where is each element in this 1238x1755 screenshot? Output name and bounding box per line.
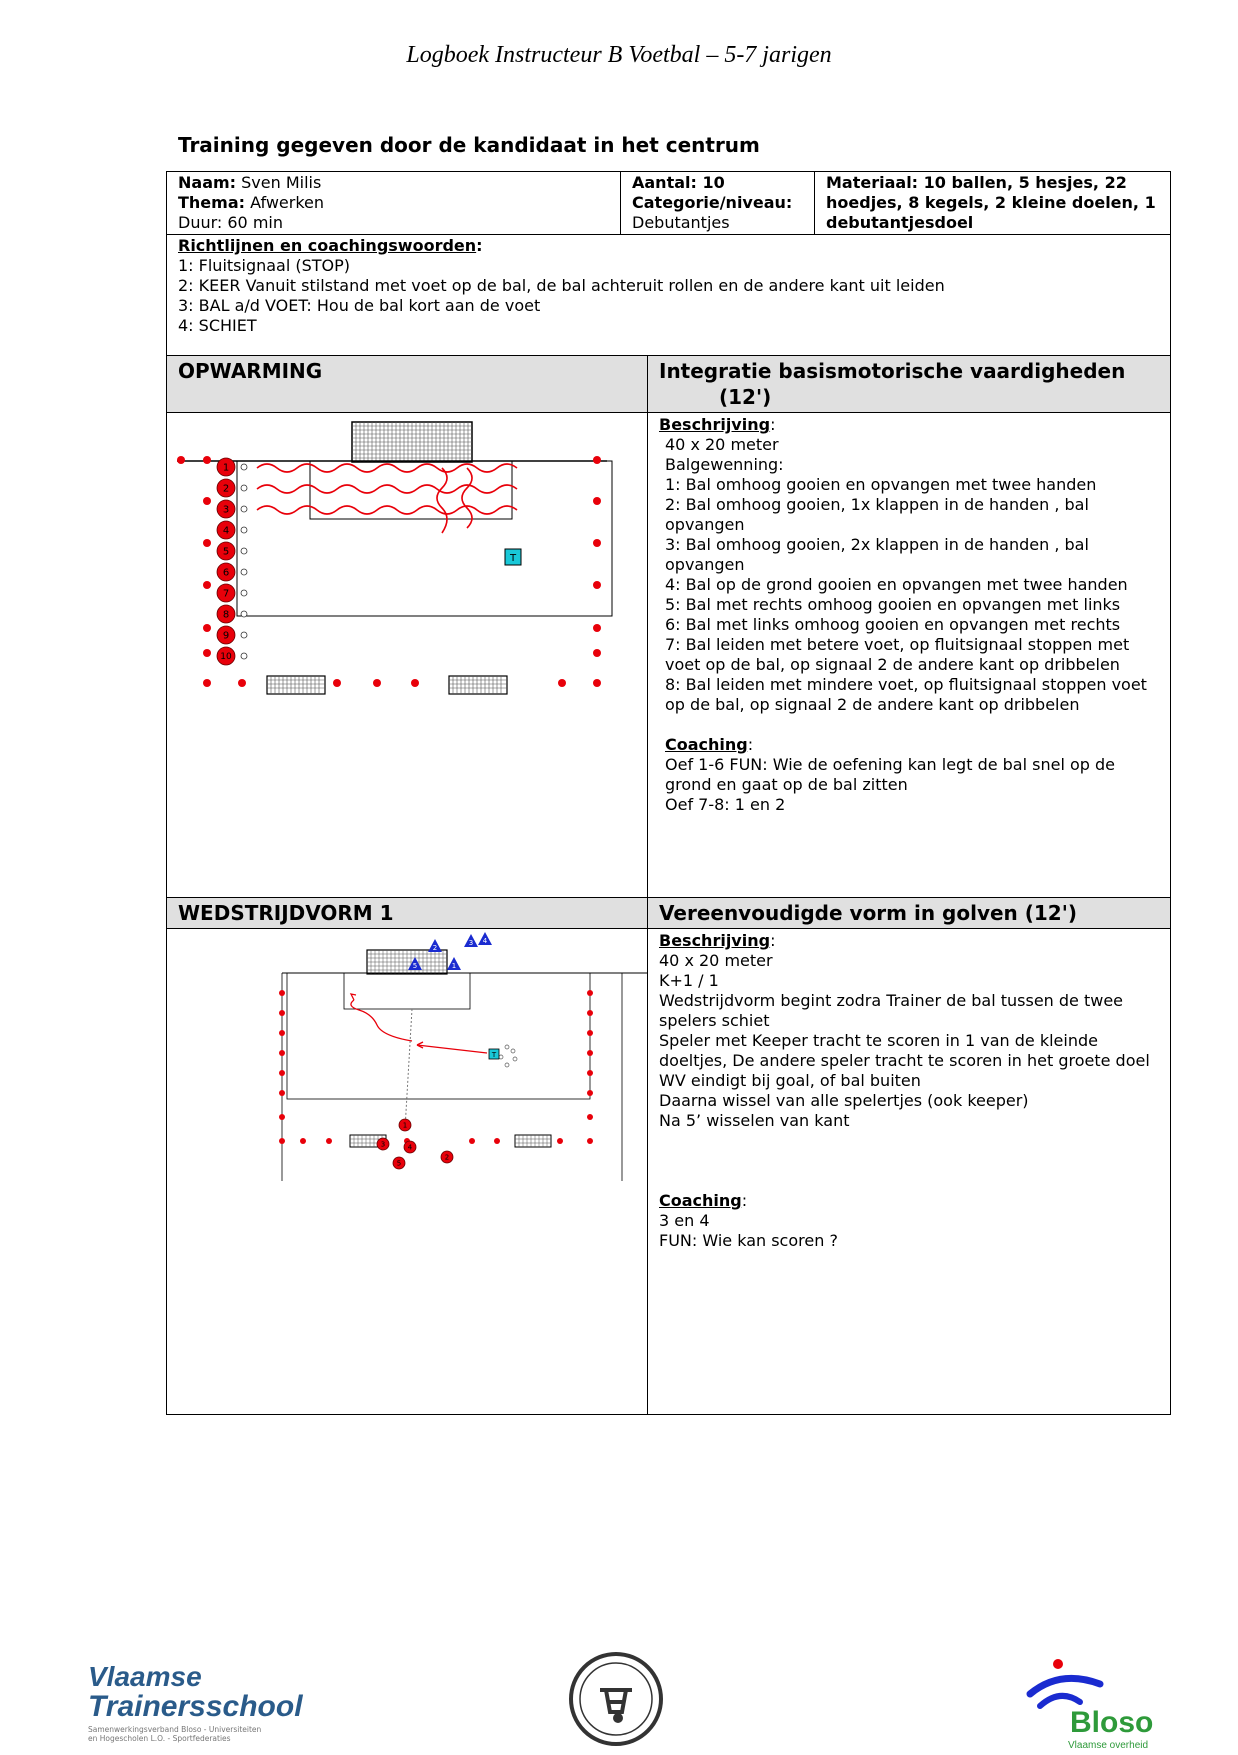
section2-desc-line: 40 x 20 meter xyxy=(659,951,773,970)
svg-text:1: 1 xyxy=(222,462,230,474)
cones xyxy=(177,456,601,687)
trainer-marker xyxy=(505,549,521,565)
section1-right-title: Integratie basismotorische vaardigheden xyxy=(659,359,1126,383)
section2-body-row xyxy=(167,929,1171,1415)
section1-right-title-time: (12') xyxy=(719,385,772,409)
svg-text:T: T xyxy=(509,553,517,564)
svg-text:5: 5 xyxy=(396,1159,402,1168)
section1-desc-line: 5: Bal met rechts omhoog gooien en opvangen met links xyxy=(665,595,1121,614)
cone xyxy=(203,539,211,547)
player-1 xyxy=(217,458,235,476)
cone xyxy=(593,679,601,687)
ball xyxy=(241,611,247,617)
section2-desc-line: K+1 / 1 xyxy=(659,971,719,990)
cone xyxy=(238,679,246,687)
player-3 xyxy=(377,1138,389,1150)
player-10 xyxy=(217,647,235,665)
player-7 xyxy=(217,584,235,602)
ball xyxy=(241,653,247,659)
player-group xyxy=(217,458,247,665)
svg-text:1: 1 xyxy=(451,962,457,970)
section1-left-title: OPWARMING xyxy=(167,356,648,413)
vlaamse-trainersschool-logo: Vlaamse Trainersschool Samenwerkingsverband Bloso - Universiteiten en Hogescholen L.O. - Sportfederaties xyxy=(88,1661,303,1743)
section1-desc-line: 3: Bal omhoog gooien, 2x klappen in de handen , bal opvangen xyxy=(665,535,1089,574)
cone xyxy=(333,679,341,687)
coaching-heading: Coaching xyxy=(665,735,748,754)
page-header: Logboek Instructeur B Voetbal – 5-7 jarigen xyxy=(406,42,832,68)
cone xyxy=(177,456,185,464)
beschrijving-heading: Beschrijving xyxy=(659,931,771,950)
thema-label: Thema: xyxy=(178,193,246,212)
blue-player-1 xyxy=(447,957,461,970)
richtlijn-item: 3: BAL a/d VOET: Hou de bal kort aan de voet xyxy=(178,296,541,315)
small-goal-left xyxy=(267,676,325,694)
dribble-paths xyxy=(257,464,517,533)
small-goal-right xyxy=(449,676,507,694)
cone xyxy=(593,456,601,464)
section1-desc-line: Balgewenning: xyxy=(665,455,784,474)
ball xyxy=(241,527,247,533)
svg-text:4: 4 xyxy=(222,525,230,537)
section2-desc-line: Na 5’ wisselen van kant xyxy=(659,1111,850,1130)
info-cell-mid xyxy=(621,172,815,235)
section1-diagram-cell xyxy=(167,413,648,898)
section2-description: Beschrijving: 40 x 20 meter K+1 / 1 Wedstrijdvorm begint zodra Trainer de bal tussen de twee spelers schiet Speler met Keeper tracht te scoren in 1 van de kleinde doeltjes, De andere speler tracht te scoren in het groete doel WV eindigt bij goal, of bal buiten Daarna wissel van alle spelertjes (ook keeper) Na 5’ wisselen van kant Coaching: 3 en 4 FUN: Wie kan scoren ? xyxy=(648,929,1171,1415)
svg-text:3: 3 xyxy=(380,1140,386,1149)
cone xyxy=(203,679,211,687)
ball xyxy=(241,569,247,575)
player-6 xyxy=(217,563,235,581)
section2-coaching-lines xyxy=(659,1211,1159,1251)
categorie-value: Debutantjes xyxy=(632,213,730,232)
page-title: Training gegeven door de kandidaat in het centrum xyxy=(178,133,760,157)
naam-value: Sven Milis xyxy=(236,173,322,192)
bloso-logo xyxy=(1010,1650,1160,1750)
section2-left-title: WEDSTRIJDVORM 1 xyxy=(167,898,648,929)
section1-desc-line: 8: Bal leiden met mindere voet, op fluitsignaal stoppen voet op de bal, op signaal 2 de andere kant op dribbelen xyxy=(665,675,1147,714)
player-4 xyxy=(404,1141,416,1153)
section1-description: Beschrijving: 40 x 20 meter Balgewenning: 1: Bal omhoog gooien en opvangen met twee handen 2: Bal omhoog gooien, 1x klappen in de handen , bal opvangen 3: Bal omhoog gooien, 2x klappen in de handen , bal opvangen 4: Bal op de grond gooien en opvangen met twee handen 5: Bal met rechts omhoog gooien en opvangen met links 6: Bal met links omhoog gooien en opvangen met rechts 7: Bal leiden met betere voet, op fluitsignaal stoppen met voet op de bal, op signaal 2 de andere kant op dribbelen 8: Bal leiden met mindere voet, op fluitsignaal stoppen voet op de bal, op signaal 2 de andere kant op dribbelen Coaching: Oef 1-6 FUN: Wie de oefening kan legt de bal snel op de grond en gaat op de bal zitten Oef 7-8: 1 en 2 xyxy=(648,413,1171,898)
richtlijnen-cell xyxy=(167,235,1171,356)
section2-desc-line: Wedstrijdvorm begint zodra Trainer de bal tussen de twee spelers schiet xyxy=(659,991,1124,1030)
svg-text:2: 2 xyxy=(432,944,438,952)
section1-coaching-line: Oef 7-8: 1 en 2 xyxy=(665,795,786,814)
section1-right-title-cell xyxy=(648,356,1171,413)
cone xyxy=(203,624,211,632)
cone xyxy=(593,581,601,589)
player-5 xyxy=(217,542,235,560)
svg-text:2: 2 xyxy=(222,483,230,495)
info-cell-left xyxy=(167,172,621,235)
section2-coaching-line: FUN: Wie kan scoren ? xyxy=(659,1231,838,1250)
ball xyxy=(241,506,247,512)
cone xyxy=(373,679,381,687)
ball xyxy=(241,632,247,638)
aantal-value: Aantal: 10 xyxy=(632,173,725,192)
player-2 xyxy=(217,479,235,497)
section1-table xyxy=(166,355,1171,1415)
naam-label: Naam: xyxy=(178,173,237,192)
ball xyxy=(241,464,247,470)
richtlijn-item: 4: SCHIET xyxy=(178,316,257,335)
ball xyxy=(241,548,247,554)
svg-text:8: 8 xyxy=(222,609,230,621)
red-player-group xyxy=(377,1119,453,1169)
player-5 xyxy=(393,1157,405,1169)
blue-player-group xyxy=(408,932,492,970)
cone xyxy=(593,624,601,632)
ball xyxy=(241,590,247,596)
section1-desc-line: 4: Bal op de grond gooien en opvangen met twee handen xyxy=(665,575,1128,594)
svg-text:4: 4 xyxy=(482,937,488,945)
blue-player-3 xyxy=(464,934,478,947)
player-8 xyxy=(217,605,235,623)
cone xyxy=(203,456,211,464)
blue-player-4 xyxy=(478,932,492,945)
svg-text:3: 3 xyxy=(468,939,474,947)
section1-desc-lines xyxy=(659,435,1159,715)
game-diagram xyxy=(167,929,647,1189)
cone xyxy=(593,539,601,547)
field-box xyxy=(237,461,612,616)
section2-header-row xyxy=(167,898,1171,929)
section2-right-title: Vereenvoudigde vorm in golven (12') xyxy=(648,898,1171,929)
cone xyxy=(203,581,211,589)
small-goal-right xyxy=(515,1135,551,1147)
ball xyxy=(241,485,247,491)
section2-desc-line: WV eindigt bij goal, of bal buiten xyxy=(659,1071,921,1090)
svg-text:4: 4 xyxy=(407,1143,413,1152)
trainer-marker xyxy=(489,1049,499,1059)
blue-player-5 xyxy=(408,957,422,970)
section1-desc-line: 2: Bal omhoog gooien, 1x klappen in de handen , bal opvangen xyxy=(665,495,1089,534)
section1-desc-line: 7: Bal leiden met betere voet, op fluitsignaal stoppen met voet op de bal, op signaal 2 de andere kant op dribbelen xyxy=(665,635,1130,674)
richtlijn-item: 1: Fluitsignaal (STOP) xyxy=(178,256,351,275)
richtlijn-item: 2: KEER Vanuit stilstand met voet op de bal, de bal achteruit rollen en de andere kant uit leiden xyxy=(178,276,945,295)
categorie-label: Categorie/niveau: xyxy=(632,193,793,212)
materiaal-value: Materiaal: 10 ballen, 5 hesjes, 22 hoedjes, 8 kegels, 2 kleine doelen, 1 debutantjesdoel xyxy=(815,172,1171,235)
svg-text:5: 5 xyxy=(222,546,230,558)
cone xyxy=(593,497,601,505)
action-arrows xyxy=(351,994,487,1053)
penalty-box xyxy=(344,973,470,1009)
richtlijnen-colon: : xyxy=(476,236,483,255)
warmup-diagram xyxy=(167,413,647,703)
svg-text:9: 9 xyxy=(222,630,230,642)
svg-text:T: T xyxy=(491,1051,497,1059)
section1-desc-line: 40 x 20 meter xyxy=(665,435,779,454)
player-1 xyxy=(399,1119,411,1131)
cone xyxy=(203,649,211,657)
svg-text:5: 5 xyxy=(412,962,418,970)
thema-value: Afwerken xyxy=(245,193,325,212)
svg-text:6: 6 xyxy=(222,567,230,579)
section1-coaching-lines xyxy=(659,755,1159,815)
voetbalfederatie-logo xyxy=(566,1650,666,1748)
beschrijving-heading: Beschrijving xyxy=(659,415,771,434)
cone xyxy=(558,679,566,687)
player-3 xyxy=(217,500,235,518)
cone xyxy=(203,497,211,505)
cones xyxy=(279,990,593,1144)
balls xyxy=(499,1045,517,1067)
coaching-heading: Coaching xyxy=(659,1191,742,1210)
big-goal-net xyxy=(352,422,472,462)
svg-text:10: 10 xyxy=(220,652,232,663)
training-table xyxy=(166,171,1171,356)
duur-value: Duur: 60 min xyxy=(178,213,283,232)
penalty-box xyxy=(310,461,512,519)
section2-coaching-line: 3 en 4 xyxy=(659,1211,710,1230)
cone xyxy=(411,679,419,687)
field-box xyxy=(287,973,590,1099)
section2-desc-line: Daarna wissel van alle spelertjes (ook keeper) xyxy=(659,1091,1029,1110)
section2-desc-line: Speler met Keeper tracht te scoren in 1 van de kleinde doeltjes, De andere speler tracht te scoren in het groete doel xyxy=(659,1031,1150,1070)
ball-path xyxy=(402,1009,412,1130)
richtlijnen-title: Richtlijnen en coachingswoorden xyxy=(178,236,477,255)
section1-header-row xyxy=(167,356,1171,413)
player-2 xyxy=(441,1151,453,1163)
big-goal-net xyxy=(367,950,447,974)
section1-coaching-line: Oef 1-6 FUN: Wie de oefening kan legt de bal snel op de grond en gaat op de bal zitten xyxy=(665,755,1116,794)
svg-text:2: 2 xyxy=(444,1153,450,1162)
richtlijnen-row xyxy=(167,235,1171,356)
player-9 xyxy=(217,626,235,644)
svg-text:Vlaamse overheid: Vlaamse overheid xyxy=(1068,1740,1149,1750)
section1-desc-line: 6: Bal met links omhoog gooien en opvangen met rechts xyxy=(665,615,1121,634)
section1-body-row xyxy=(167,413,1171,898)
info-row xyxy=(167,172,1171,235)
section1-desc-line: 1: Bal omhoog gooien en opvangen met twee handen xyxy=(665,475,1097,494)
blue-player-2 xyxy=(428,939,442,952)
section2-diagram-cell xyxy=(167,929,648,1415)
svg-text:3: 3 xyxy=(222,504,230,516)
cone xyxy=(593,649,601,657)
player-4 xyxy=(217,521,235,539)
svg-text:1: 1 xyxy=(402,1121,408,1130)
svg-text:Bloso: Bloso xyxy=(1070,1706,1154,1739)
svg-text:7: 7 xyxy=(222,588,230,600)
section2-desc-lines xyxy=(659,951,1159,1131)
